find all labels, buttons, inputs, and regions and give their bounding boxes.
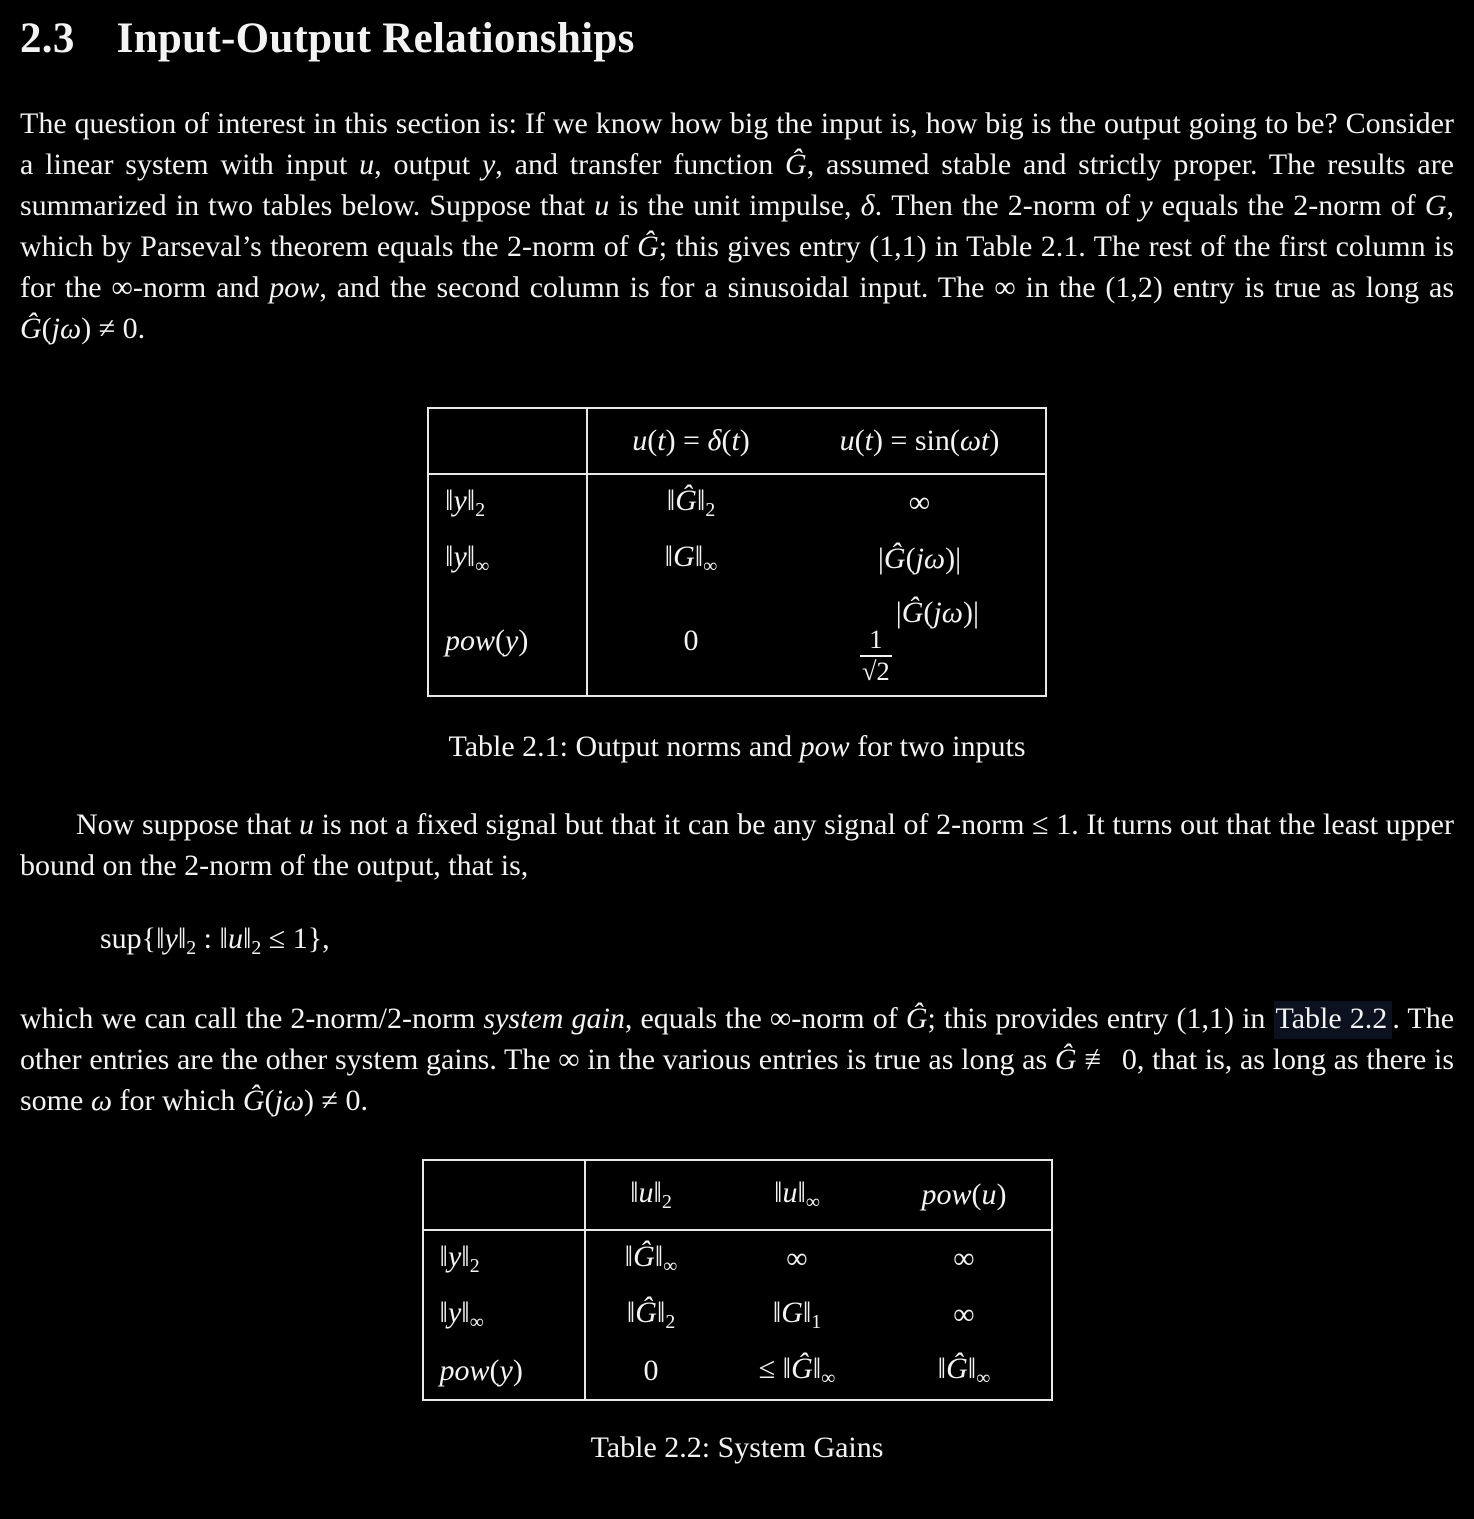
text-run: )	[512, 1354, 523, 1388]
text-run: ‖	[466, 539, 476, 573]
text-run: u	[981, 1178, 997, 1212]
table-2-1-caption	[20, 730, 1454, 764]
text-run: ∞	[786, 1242, 808, 1276]
text-run: ∞	[976, 1367, 991, 1390]
text-run: 2	[186, 937, 197, 960]
paragraph-2	[20, 804, 1454, 886]
text-run: u	[782, 1176, 798, 1210]
text-run: (	[854, 424, 865, 457]
text-run: ‖	[654, 1240, 664, 1274]
text-run: ‖	[156, 922, 165, 956]
fraction-numerator: 1	[869, 624, 883, 655]
text-run: (	[264, 1084, 275, 1118]
text-run: , assumed stable and strictly proper. The results are summarized in two tables below. Suppose that	[20, 148, 1455, 222]
text-run: ∞	[663, 1255, 678, 1278]
table-row-label	[428, 531, 587, 587]
text-run: for which	[112, 1084, 243, 1118]
table-cell	[794, 474, 1046, 531]
text-run: ∞	[953, 1242, 975, 1276]
text-run: ) ≠ 0.	[304, 1084, 368, 1118]
text-run: 0	[683, 624, 699, 658]
text-run: y	[447, 1296, 462, 1330]
table-cell	[717, 1343, 878, 1400]
text-run: y	[505, 624, 519, 658]
text-run: u	[632, 424, 648, 457]
text-run: equals the 2-norm of	[1152, 189, 1425, 222]
text-run: ‖	[439, 1240, 448, 1274]
table-cell	[878, 1287, 1052, 1343]
text-run: ‖	[439, 1296, 448, 1330]
table-row	[423, 1343, 1052, 1400]
text-run: u	[638, 1176, 654, 1210]
table-cell	[585, 1230, 717, 1287]
table-header-row	[423, 1160, 1052, 1230]
table-cell	[794, 531, 1046, 587]
text-run: pow	[269, 271, 320, 304]
text-run: y	[481, 148, 496, 181]
table-column-header	[587, 408, 794, 474]
text-run: )	[996, 1178, 1007, 1212]
table-2-2-caption	[20, 1431, 1454, 1465]
text-run: ‖	[445, 539, 454, 573]
text-run: for two inputs	[849, 730, 1026, 764]
table-2-1	[427, 407, 1047, 697]
table-cell	[587, 531, 794, 587]
text-run: δ	[707, 424, 722, 457]
text-run: 2	[475, 498, 486, 521]
text-run: |	[877, 541, 884, 575]
table-corner-cell	[428, 408, 587, 474]
text-run: t	[657, 424, 666, 457]
table-row-label	[428, 474, 587, 531]
text-run: , and transfer function	[495, 148, 786, 181]
text-run: Table 2.1: Output norms and	[448, 730, 800, 764]
text-run: , and the second column is for a sinusoidal input. The ∞ in the (1,2) entry is true as long as	[319, 271, 1454, 304]
text-run: ‖	[802, 1296, 812, 1330]
equation-sup-norm	[100, 922, 1454, 960]
table-row-label	[423, 1230, 585, 1287]
text-run: ) =	[665, 424, 708, 457]
text-run: ‖	[812, 1352, 822, 1386]
text-run: ω	[90, 1084, 113, 1118]
text-run: ∞	[908, 485, 931, 519]
text-run: Ĝ	[883, 541, 906, 575]
text-run: 1	[811, 1311, 822, 1334]
text-run: Ĝ	[1054, 1043, 1077, 1077]
text-run: ‖	[653, 1176, 662, 1210]
table-cell	[878, 1343, 1052, 1400]
text-run: ‖	[219, 922, 228, 956]
text-run: ‖	[772, 1296, 782, 1330]
text-run: )	[989, 424, 1000, 457]
text-run: ≤	[758, 1352, 783, 1386]
text-run: )	[518, 624, 529, 658]
text-run: Ĝ	[901, 595, 924, 629]
table-column-header	[794, 408, 1046, 474]
paragraph-1	[20, 103, 1454, 349]
text-run: ‖	[666, 484, 676, 517]
text-run: ∞	[475, 554, 490, 577]
text-run: (	[721, 424, 732, 457]
text-run: jω	[274, 1084, 305, 1118]
table-cell	[717, 1287, 878, 1343]
text-run: Ĝ	[791, 1352, 813, 1386]
text-run: jω	[933, 595, 963, 629]
text-run: jω	[51, 312, 82, 345]
text-run: (	[489, 1354, 500, 1388]
table-cell	[878, 1230, 1052, 1287]
table-column-header	[717, 1160, 878, 1230]
text-run: ‖	[242, 922, 252, 956]
text-run: 2	[665, 1311, 676, 1334]
text-run: Now suppose that	[76, 808, 299, 842]
text-run: sup{	[100, 922, 157, 956]
text-run: ‖	[461, 1240, 470, 1274]
text-run: ≢ 0, that is, as long as there is some	[20, 1043, 1454, 1118]
text-run: ‖	[937, 1352, 947, 1386]
text-run: jω	[915, 541, 946, 575]
text-run: (	[905, 541, 916, 575]
table-cell	[587, 474, 794, 531]
text-run: y	[1139, 189, 1153, 222]
text-run: Ĝ	[635, 1296, 657, 1330]
text-run: is the unit impulse,	[609, 189, 861, 222]
text-run: ≤ 1},	[261, 922, 330, 956]
table-2-2	[422, 1159, 1053, 1401]
text-run: ‖	[656, 1296, 666, 1330]
text-run: (	[495, 624, 506, 658]
table-cell	[585, 1287, 717, 1343]
fraction	[860, 625, 892, 686]
text-run: ‖	[774, 1176, 783, 1210]
table-row-label	[423, 1343, 585, 1400]
text-run: ∞	[953, 1298, 975, 1332]
text-run: ∞	[703, 554, 718, 577]
text-run: 2	[705, 498, 716, 521]
text-run: ) ≠ 0.	[81, 312, 146, 345]
text-run: )	[739, 424, 750, 457]
text-run: which we can call the 2-norm/2-norm	[20, 1002, 484, 1036]
text-run: pow	[921, 1178, 972, 1212]
table-row	[423, 1230, 1052, 1287]
table-cell	[587, 587, 794, 697]
table-row	[428, 587, 1046, 697]
text-run: δ	[860, 189, 875, 222]
text-run: Ĝ	[633, 1240, 655, 1274]
text-run: 2	[661, 1191, 672, 1214]
text-run: ∞	[821, 1367, 836, 1390]
text-run: ‖	[624, 1240, 634, 1274]
text-run: ‖	[626, 1296, 636, 1330]
table-column-header	[585, 1160, 717, 1230]
text-run: ) = sin(	[872, 424, 960, 457]
text-run: t	[864, 424, 873, 457]
table-cell	[794, 587, 1046, 697]
table-row-label	[428, 587, 587, 697]
text-run: Ĝ	[637, 230, 659, 263]
table-row	[428, 531, 1046, 587]
text-run: pow	[445, 624, 496, 658]
text-run: pow	[439, 1354, 490, 1388]
table-2-2-link[interactable]: Table 2.2	[1274, 1001, 1393, 1039]
text-run: system gain	[483, 1002, 625, 1036]
text-run: ‖	[445, 484, 454, 517]
text-run: Ĝ	[20, 312, 42, 345]
text-run: Ĝ	[675, 484, 697, 517]
text-run: ∞	[469, 1311, 484, 1334]
text-run: 0	[643, 1354, 659, 1388]
text-run: u	[227, 922, 243, 956]
table-header-row	[428, 408, 1046, 474]
paragraph-3	[20, 998, 1454, 1121]
text-run: y	[453, 484, 467, 517]
text-run: Ĝ	[242, 1084, 265, 1118]
text-run: )|	[962, 595, 979, 629]
text-run: Table 2.2: System Gains	[590, 1431, 884, 1465]
text-run: y	[499, 1354, 513, 1388]
text-run: G	[673, 539, 695, 573]
table-cell	[717, 1230, 878, 1287]
text-run: y	[164, 922, 178, 956]
text-run: , output	[374, 148, 482, 181]
table-column-header	[878, 1160, 1052, 1230]
text-run: . The other entries are the other system gains. The ∞ in the various entries is true as long as	[20, 1002, 1455, 1077]
text-run: ‖	[664, 539, 674, 573]
text-run: :	[196, 922, 220, 956]
text-run: ‖	[797, 1176, 806, 1210]
text-run: is not a fixed signal but that it can be any signal of 2-norm ≤ 1. It turns out that the least upper bound on the 2-norm of the output, that is,	[20, 808, 1454, 883]
text-run: (	[41, 312, 52, 345]
text-run: . Then the 2-norm of	[874, 189, 1140, 222]
text-run: y	[447, 1240, 462, 1274]
text-run: ωt	[959, 424, 990, 457]
text-run: u	[594, 189, 610, 222]
table-2-2-wrapper	[20, 1159, 1454, 1401]
text-run: y	[453, 539, 467, 573]
text-run: ‖	[177, 922, 187, 956]
text-run: (	[923, 595, 934, 629]
text-run: ‖	[696, 484, 706, 517]
text-run: t	[731, 424, 740, 457]
table-row	[423, 1287, 1052, 1343]
text-run: ‖	[466, 484, 476, 517]
text-run: 2	[251, 937, 262, 960]
text-run: ‖	[461, 1296, 470, 1330]
table-corner-cell	[423, 1160, 585, 1230]
table-cell	[585, 1343, 717, 1400]
text-run: G	[781, 1296, 803, 1330]
text-run: u	[839, 424, 855, 457]
section-heading	[20, 14, 1454, 63]
text-run: ‖	[630, 1176, 639, 1210]
text-run: G	[1424, 189, 1447, 222]
text-run: ; this gives entry (1,1) in Table 2.1. The rest of the first column is for the ∞-norm and	[20, 230, 1455, 304]
text-run: ‖	[782, 1352, 792, 1386]
text-run: u	[298, 808, 314, 842]
text-run: ‖	[967, 1352, 977, 1386]
text-run: ∞	[805, 1191, 820, 1214]
text-run: ; this provides entry (1,1) in	[927, 1002, 1274, 1036]
section-title: Input-Output Relationships	[116, 15, 635, 62]
text-run: (	[971, 1178, 982, 1212]
text-run: )|	[945, 541, 962, 575]
text-run: , equals the ∞-norm of	[624, 1002, 906, 1036]
text-run: |	[895, 595, 902, 629]
text-run: The question of interest in this section is: If we know how big the input is, how big is the output going to be? Consider a linear system with input	[20, 107, 1454, 181]
text-run: Ĝ	[905, 1002, 928, 1036]
text-run: u	[359, 148, 375, 181]
text-run: (	[647, 424, 658, 457]
table-2-1-wrapper	[20, 407, 1454, 697]
text-run: pow	[799, 730, 850, 764]
text-run: ‖	[694, 539, 704, 573]
text-run: Ĝ	[946, 1352, 968, 1386]
section-number: 2.3	[20, 15, 75, 62]
text-run: , which by Parseval’s theorem equals the 2-norm of	[20, 189, 1454, 263]
fraction-denominator: √2	[862, 655, 890, 686]
text-run: 2	[469, 1255, 480, 1278]
table-row-label	[423, 1287, 585, 1343]
table-row	[428, 474, 1046, 531]
text-run: Ĝ	[785, 148, 807, 181]
